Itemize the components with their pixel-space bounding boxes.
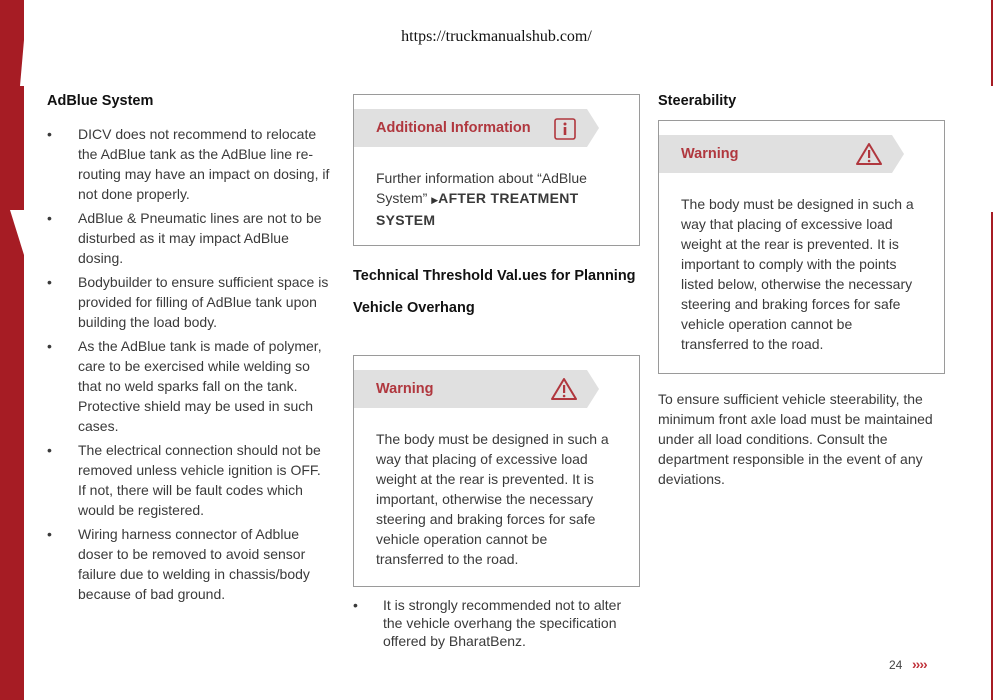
overhang-warning-text: The body must be designed in such a way that placing of excessive load weight at the rear is prevented. It is important, otherwise the necessary steering and braking forces for safe vehicle operation cannot be transferred to the road.	[376, 431, 609, 567]
list-item: • AdBlue & Pneumatic lines are not to be disturbed as it may impact AdBlue dosing.	[47, 210, 322, 266]
additional-info-title: Additional Information	[376, 120, 531, 136]
bullet-dot: •	[47, 274, 52, 290]
bullet-dot: •	[47, 126, 52, 142]
bullet-dot: •	[47, 210, 52, 226]
steerability-paragraph: To ensure sufficient vehicle steerability, the minimum front axle load must be maintained under all load conditions. Consult the department responsible in the event of any deviations.	[658, 391, 933, 487]
overhang-subheading: Vehicle Overhang	[353, 300, 475, 316]
warning-tab	[659, 135, 892, 173]
threshold-heading: Technical Threshold Val.ues for Planning	[353, 268, 636, 284]
next-page-chevrons-icon[interactable]: ››››	[912, 656, 927, 672]
info-icon	[554, 117, 576, 155]
warning-triangle-icon	[856, 142, 882, 181]
list-item: • The electrical connection should not be removed unless vehicle ignition is OFF. If not, there will be fault codes which would be registered.	[47, 442, 321, 518]
list-item: • Wiring harness connector of Adblue doser to be removed to avoid sensor failure due to welding in chassis/body because of bad ground.	[47, 526, 310, 602]
steerability-heading: Steerability	[658, 93, 737, 109]
additional-info-text: Further information about “AdBlue System” ▶AFTER TREATMENT SYSTEM	[376, 170, 587, 228]
list-item: • It is strongly recommended not to alter the vehicle overhang the specification offered by BharatBenz.	[353, 597, 622, 649]
additional-info-tab	[354, 109, 587, 147]
additional-info-box	[353, 94, 640, 246]
adblue-heading: AdBlue System	[47, 93, 154, 109]
steerability-warning-box	[658, 120, 945, 374]
overhang-warning-box	[353, 355, 640, 587]
left-accent-notches	[0, 0, 30, 700]
overhang-bullet	[353, 596, 638, 650]
adblue-column	[47, 92, 332, 608]
list-item: • DICV does not recommend to relocate the AdBlue tank as the AdBlue line re-routing may have an impact on dosing, if not done properly.	[47, 126, 330, 202]
list-item: • Bodybuilder to ensure sufficient space is provided for filling of AdBlue tank upon building the load body.	[47, 274, 329, 330]
list-item: • As the AdBlue tank is made of polymer, care to be exercised while welding so that no weld sparks fall on the tank. Protective shield may be used in such cases.	[47, 338, 322, 434]
warning-title: Warning	[681, 146, 739, 162]
bullet-dot: •	[47, 338, 52, 354]
source-url[interactable]: https://truckmanualshub.com/	[401, 28, 592, 45]
steerability-warning-text: The body must be designed in such a way that placing of excessive load weight at the rear is prevented. It is important to comply with the points listed below, otherwise the necessary steering and braking forces for safe vehicle operation cannot be transferred to the road.	[681, 196, 914, 352]
warning-title: Warning	[376, 381, 434, 397]
cross-reference[interactable]: ▶AFTER TREATMENT SYSTEM	[376, 190, 579, 228]
threshold-section	[353, 267, 638, 317]
adblue-bullet-list	[47, 124, 332, 604]
steerability-section	[658, 92, 948, 110]
warning-triangle-icon	[551, 377, 577, 416]
play-arrow-icon: ▶	[431, 195, 439, 205]
page-number: 24	[889, 658, 903, 672]
bullet-dot: •	[353, 597, 358, 613]
bullet-dot: •	[47, 526, 52, 542]
bullet-dot: •	[47, 442, 52, 458]
warning-tab	[354, 370, 587, 408]
